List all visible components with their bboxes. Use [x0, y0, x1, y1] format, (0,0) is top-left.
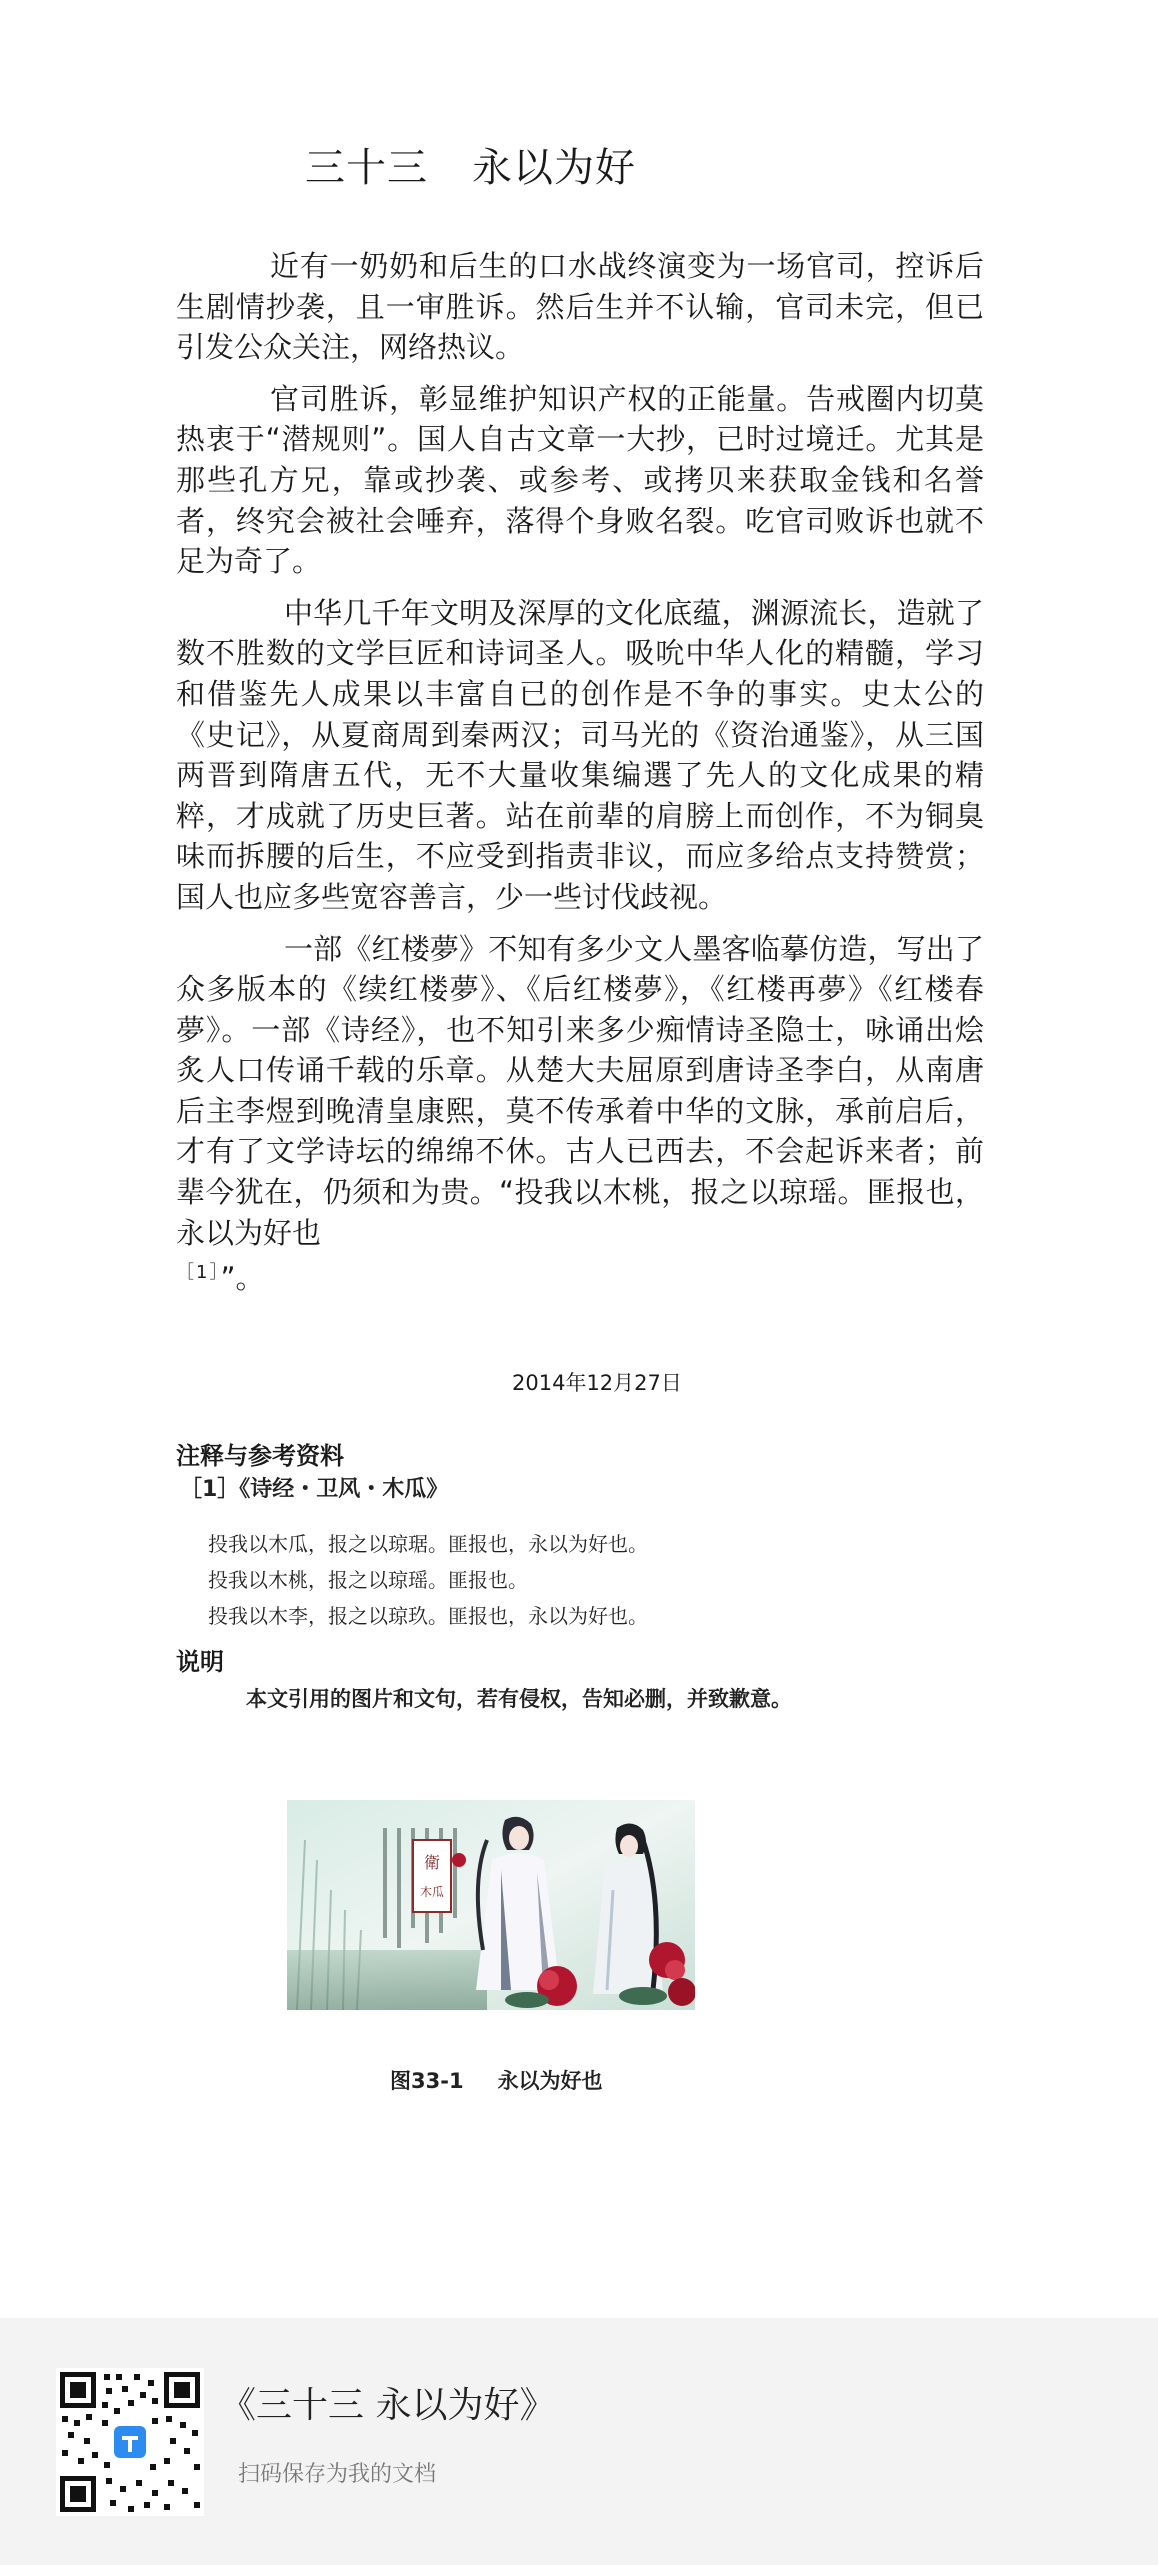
- qr-code-icon[interactable]: [56, 2368, 204, 2516]
- explain-heading: 说明: [176, 1648, 224, 1676]
- title-number: 三十三: [305, 145, 428, 191]
- paragraph-text: 一部《红楼夢》不知有多少文人墨客临摹仿造，写出了众多版本的《续红楼夢》、《后红楼夢》，《红楼再夢》《红楼春夢》。一部《诗经》，也不知引来多少痴情诗圣隐士，咏诵出烩炙人口传诵千载的乐章。从楚大夫屈原到唐诗圣李白，从南唐后主李煜到晚清皇康熙，莫不传承着中华的文脉，承前启后，才有了文学诗坛的绵绵不休。古人已西去，不会起诉来者；前辈今犹在，仍须和为贵。“投我以木桃，报之以琼瑶。匪报也，永以为好也: [176, 931, 984, 1250]
- notes-reference: ［1］《诗经・卫风・木瓜》: [180, 1477, 449, 1502]
- poem-line: 投我以木瓜，报之以琼琚。匪报也，永以为好也。: [208, 1532, 648, 1556]
- explain-text: 本文引用的图片和文句，若有侵权，告知必删，并致歉意。: [246, 1687, 792, 1711]
- paragraph: 官司胜诉，彰显维护知识产权的正能量。告戒圈内切莫热衷于“潜规则”。国人自古文章一大抄，已时过境迁。尤其是那些孔方兄，靠或抄袭、或参考、或拷贝来获取金钱和名誉者，终究会被社会唾弃，落得个身败名裂。吃官司败诉也就不足为奇了。: [176, 381, 984, 579]
- figure-caption: [390, 2066, 603, 2096]
- seal-text-top: 衛: [423, 1853, 441, 1872]
- poem-line: 投我以木李，报之以琼玖。匪报也，永以为好也。: [208, 1604, 648, 1628]
- footer-save-hint[interactable]: 扫码保存为我的文档: [238, 2462, 437, 2487]
- article-date: 2014年12月27日: [512, 1371, 682, 1395]
- qr-code-graphic: [56, 2368, 204, 2516]
- seal-text-bottom: 木瓜: [419, 1885, 445, 1899]
- caption-text: 永以为好也: [497, 2069, 603, 2093]
- paragraph: 近有一奶奶和后生的口水战终演变为一场官司，控诉后生剧情抄袭，且一审胜诉。然后生并不认输，官司未完，但已引发公众关注，网络热议。: [176, 249, 984, 365]
- save-footer: [0, 2318, 1158, 2565]
- footnote-marker[interactable]: ［1］: [176, 1262, 221, 1284]
- poem-quote: [208, 1526, 648, 1634]
- closing-quote: ”。: [220, 1261, 265, 1296]
- poem-line: 投我以木桃，报之以琼瑶。匪报也。: [208, 1568, 528, 1592]
- notes-heading: 注释与参考资料: [176, 1442, 344, 1470]
- caption-number: 图33-1: [390, 2069, 464, 2093]
- footer-doc-title: 《三十三 永以为好》: [220, 2385, 556, 2426]
- title-text: 永以为好: [472, 145, 636, 191]
- article-body: [176, 246, 984, 1310]
- paragraph: 中华几千年文明及深厚的文化底蕴，渊源流长，造就了数不胜数的文学巨匠和诗词圣人。吸吮中华人化的精髓，学习和借鉴先人成果以丰富自已的创作是不争的事实。史太公的《史记》，从夏商周到秦两汉；司马光的《资治通鉴》，从三国两晋到隋唐五代，无不大量收集编選了先人的文化成果的精粹，才成就了历史巨著。站在前辈的肩膀上而创作，不为铜臭味而拆腰的后生，不应受到指责非议，而应多给点支持赞赏；国人也应多些宽容善言，少一些讨伐歧视。: [176, 595, 984, 914]
- figure-illustration: [287, 1800, 695, 2010]
- article-title: [305, 138, 636, 198]
- illustration-image: [287, 1800, 695, 2010]
- paragraph-last: [176, 929, 984, 1299]
